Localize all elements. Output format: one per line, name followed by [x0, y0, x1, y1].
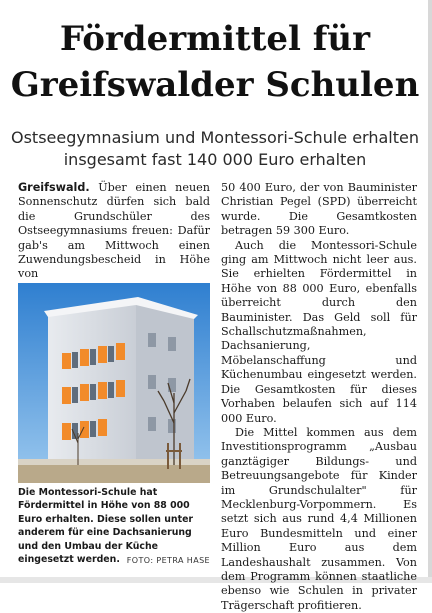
dateline: Greifswald. [18, 181, 90, 194]
body-paragraph: Die Mittel kommen aus dem Investitionsprogramm „Ausbau ganztägiger Bildungs- und Betreuungsangebote für Kinder im Grundschulalter" für Mecklenburg-Vorpommern. Es setzt sich aus rund 4,4 Millionen Euro Bundesmitteln und einer Million Euro aus dem Landeshaushalt zusammen. Von dem Programm können staatliche ebenso wie Schulen in privater Trägerschaft profitieren. [221, 425, 417, 612]
photo-credit: FOTO: PETRA HASE [126, 556, 210, 565]
article-column-right [221, 181, 417, 613]
article-headline: Fördermittel für Greifswalder Schulen [10, 19, 420, 105]
body-paragraph: Auch die Montessori-Schule ging am Mittwoch nicht leer aus. Sie erhielten Fördermittel in Höhe von 88 000 Euro, ebenfalls überreicht durch den Bauminister. Das Geld soll für Schallschutzmaßnahmen, Dachsanierung, Möbelanschaffung und Küchenumbau eingesetzt werden. Die Gesamtkosten für dieses Vorhaben belaufen sich auf 114 000 Euro. [221, 238, 417, 425]
article-subheadline: Ostseegymnasium und Montessori-Schule erhalten insgesamt fast 140 000 Euro erhalten [10, 128, 419, 169]
lead-paragraph [18, 181, 210, 282]
page-right-edge [428, 0, 432, 583]
page-top-edge [0, 0, 432, 6]
article-column-left [18, 181, 210, 282]
school-building-illustration [18, 283, 210, 483]
school-building-photo [18, 283, 210, 483]
lead-text: Über einen neuen Sonnenschutz dürfen sich bald die Grundschüler des Ostseegymnasiums freuen: Dafür gab's am Mittwoch einen Zuwendungsbescheid in Höhe von [18, 181, 210, 281]
body-paragraph: 50 400 Euro, der von Bauminister Christian Pegel (SPD) überreicht wurde. Die Gesamtkosten betragen 59 300 Euro. [221, 181, 417, 238]
photo-caption: Die Montessori-Schule hat Fördermittel in Höhe von 88 000 Euro erhalten. Diese sollen unter anderem für eine Dachsanierung und den Umbau der Küche eingesetzt werden. [18, 487, 194, 566]
